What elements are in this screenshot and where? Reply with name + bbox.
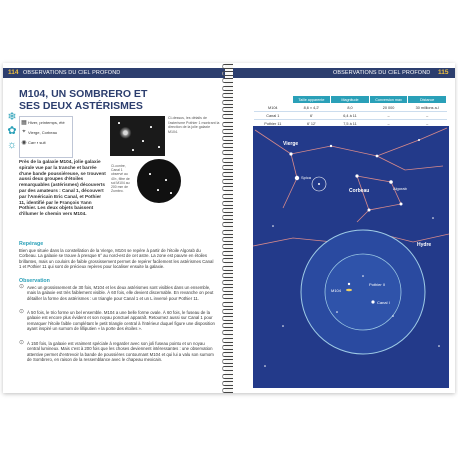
table-header-blank [254,96,293,104]
star [165,179,167,181]
eyepiece-view [137,159,181,203]
table-cell: – [369,112,408,120]
table-row [254,112,447,120]
left-page-number: 114 [8,69,19,76]
table-cell: – [408,112,447,120]
observation-text-3: À 150 fois, la galaxie est vraiment spéciale à regarder avec son joli fuseau pointu et un noyau central lumineux. Mais c'est à 200 fois que les choses deviennent intéressantes : une observation attentive permet d'entrevoir la bande de poussières contournant M104 et qui lui a valu son surnom de Sombrero, en raison de la ressemblance avec le chapeau mexicain. [27,341,214,363]
label-algorab: Algorab [393,186,407,191]
star [170,192,172,194]
star [330,145,332,147]
eye-icon: ◉ [21,139,27,146]
star [264,365,266,367]
location-icon: ⌖ [22,128,26,135]
observation-text-2: À 50 fois, le trio forme un bel ensemble. M104 a une belle forme ovale. À 60 fois, le fuseau de la galaxie est encore plus évident et son noyau ponctuel apparaît. Retournez aussi sur Canal 1 pour remarquer l'étoile faible complétant le petit triangle central à l'intérieur duquel figure une disposition ayant inspiré un surnom de lilliputien « la porte des étoiles ». [27,310,215,332]
photo-caption: Ci-dessus, les détails de l'asterisme Pothier 1 montrant la direction de la jolie galaxie M104. [168,116,220,134]
star [150,126,152,128]
table-header: Conversion max [369,96,408,104]
observation-item [19,310,215,332]
table-cell: 6,4 à 11 [331,112,370,120]
table-cell: 8,6 × 4,2' [292,104,331,112]
table-cell: 7,5 à 11 [331,120,370,128]
star [118,122,120,124]
observation-heading: Observation [19,278,50,284]
info-location-text: Vierge, Corbeau [28,129,58,135]
reperage-heading: Repérage [19,241,44,247]
table-header: Taille apparente [292,96,331,104]
star [348,283,350,285]
info-row-instrument [20,137,72,147]
table-cell: 30 millions a-l [408,104,447,112]
table-cell: – [408,120,447,128]
corbeau-line [357,210,369,222]
table-cell: – [369,120,408,128]
label-hydre: Hydre [417,242,432,248]
star [149,173,151,175]
corbeau-lines [357,176,401,222]
info-box [19,116,73,158]
star [432,217,434,219]
info-row-season [20,117,72,127]
label-canal: Canal I [377,300,390,305]
table-cell: 6' [292,112,331,120]
star [418,139,420,141]
telescope-icon: ⊙ [19,284,25,290]
observation-item [19,285,215,301]
flower-icon: ✿ [7,125,17,137]
table-row [254,104,447,112]
table-cell: Canal 1 [254,112,293,120]
snowflake-icon: ❄ [7,111,17,123]
table-header: Distance [408,96,447,104]
side-icons [5,110,19,152]
right-page [233,63,455,393]
star [132,149,134,151]
article-title: M104, UN SOMBRERO ET SES DEUX ASTÉRISMES [19,88,148,112]
circle-caption: Ci-contre, Canal 1 observé au 40×, filtre de sol M104 au 200 mm de Zumbro. [111,164,130,194]
label-corbeau: Corbeau [349,188,370,194]
star [362,275,364,277]
info-season-text: Hiver, printemps, été [28,119,65,125]
table-header: Magnitude [331,96,370,104]
vierge-line [283,154,297,208]
right-page-header [233,68,455,78]
left-page [3,63,225,393]
table-cell: 8,0 [331,104,370,112]
star [368,209,371,212]
star [392,315,394,317]
star-algorab [389,180,393,184]
label-spica: Spica [301,175,312,180]
star [336,311,338,313]
star [282,325,284,327]
star-spica [295,176,299,180]
star [371,300,374,303]
star [272,225,274,227]
sky-chart [253,126,449,388]
info-instrument-text: Carr ▪ suit [28,139,46,145]
data-table [253,95,447,128]
star [376,155,379,158]
table-header-row [254,96,447,104]
intro-text: Près de la galaxie M104, jolie galaxie spirale vue par la tranche et barrée d'une bande poussiéreuse, se trouvent aussi deux groupes d'étoiles remarquables (astérismes) découverts par des amateurs : Canal 1, découvert par l'Américain Eric Canal, et Pothier 11, identifié par le François Yann Pothier. Les deux objets baissent d'illumer le chemin vers M104. [19,159,106,217]
info-row-location [20,127,72,137]
star [142,140,144,142]
label-vierge: Vierge [283,141,299,147]
reperage-text: Bien que située dans la constellation de la Vierge, M104 se repère à partir de l'étoile Algorab du Corbeau. La galaxie se trouve à presque 6° au nord-est de cet astre. La zone est pauvre en étoiles brillantes, mais un couloirs de faible grossissement permet de repérer facilement les astérismes Canal 1 et Pothier 11 qui sont de précieux repères pour localiser ensuite la galaxie. [19,248,214,270]
label-pothier: Pothier II [369,282,386,287]
observation-item [19,341,215,363]
calendar-icon: ▦ [21,119,27,126]
telescope-icon: ⊙ [19,340,25,346]
left-page-header [3,68,225,78]
galaxy-marker [346,289,352,292]
star [289,152,292,155]
star [158,146,160,148]
observation-text-1: Avec un grossissement de 30 fois, M104 et les deux astérismes sont visibles dans un ensemble, mais la galaxie est très faiblement visible. À 60 fois, elle devient discernable. En revanche on peut détailler la forme des astérismes : un triangle pour Canal 1 et un L inversé pour Pothier 11. [27,285,214,301]
star [355,174,358,177]
label-m104: M104 [331,288,342,293]
star [438,345,440,347]
galaxy-photo [110,116,165,156]
right-header-title: OBSERVATIONS DU CIEL PROFOND [333,69,431,76]
star [157,189,159,191]
sun-icon: ☼ [6,139,18,151]
right-page-number: 115 [438,69,449,76]
star [400,203,403,206]
table-cell: 6' 12' [292,120,331,128]
vierge-line [377,156,443,170]
table-cell: 20 000 [369,104,408,112]
table-cell: M104 [254,104,293,112]
sky-chart-svg [253,126,449,388]
star [318,183,320,185]
left-header-title: OBSERVATIONS DU CIEL PROFOND [23,69,121,76]
telescope-icon: ⊙ [19,309,25,315]
table-cell: Pothier 11 [254,120,293,128]
